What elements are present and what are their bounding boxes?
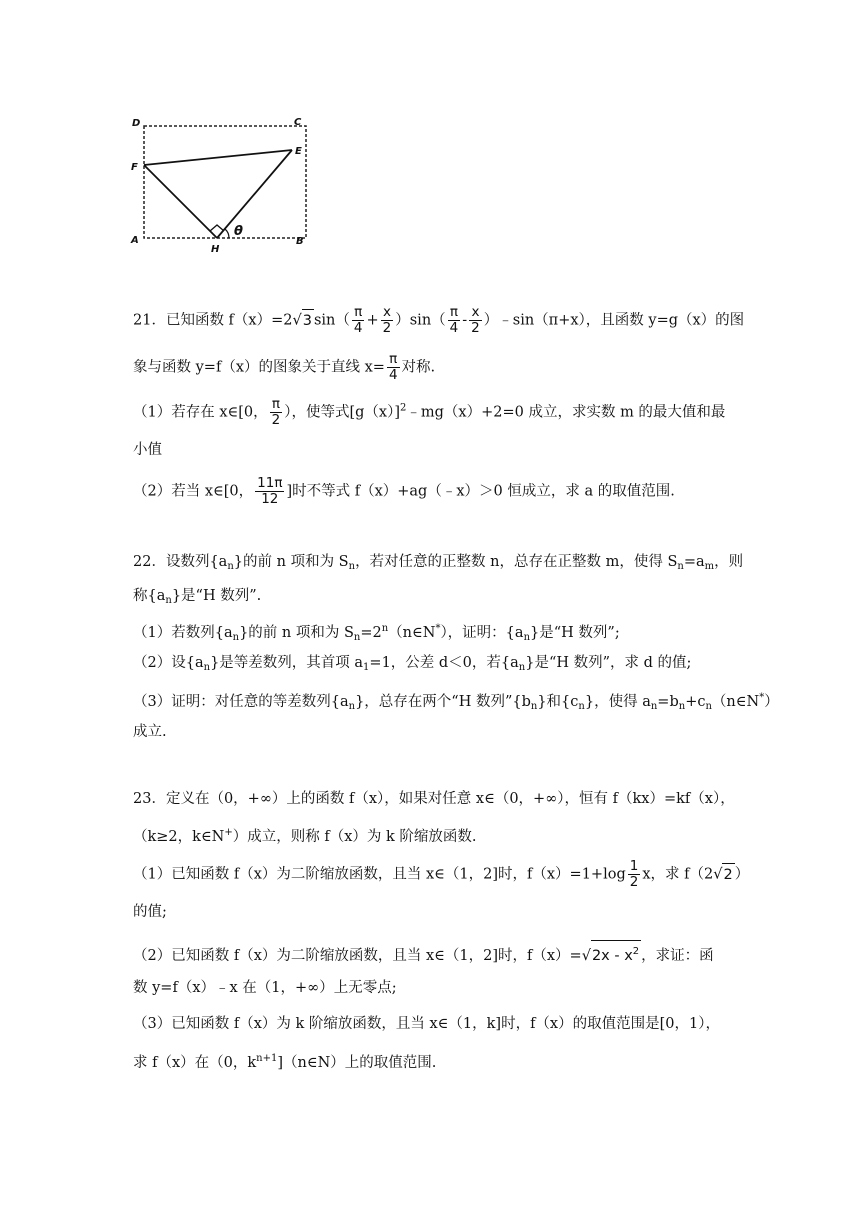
q23-line-1: 23．定义在（0，+∞）上的函数 f（x），如果对任意 x∈（0，+∞），恒有 f（kx）=kf（x），: [133, 791, 735, 807]
q22-line-2: 称$\{a_n\}$是“H 数列”.: [133, 588, 262, 606]
q23-part-3-cont: 求 f（x）在（0，$k^{n+1}](n\in N)$上的取值范围.: [133, 1053, 437, 1071]
q23-part-1: （1）已知函数 f（x）为二阶缩放函数，且当 x∈（1，2]时，f（x）=1+log $\frac{1}{2}$ x，求 f（2√2 ）: [133, 858, 750, 890]
fraction-pi-over-4: $\frac{\pi}{4}$: [449, 304, 459, 336]
q22-line-1: 22．设数列$\{a_n\}$的前 n 项和为 $S_n$，若对任意的正整数 n，总存在正整数 m，使得 $S_n=a_m$，则: [133, 554, 744, 572]
label-d: D: [132, 118, 141, 129]
fraction-pi-over-4: $\frac{\pi}{4}$: [388, 351, 398, 383]
fraction-x-over-2: $\frac{x}{2}$: [382, 304, 392, 336]
segment-fe: [144, 150, 292, 165]
q21-part-1: （1）若存在 x∈[0， $\frac{\pi}{2}$ ），使等式$[g(x)]^2﹣mg(x)+2=0$ 成立，求实数 m 的最大值和最: [133, 396, 726, 428]
fraction-pi-over-4: $\frac{\pi}{4}$: [353, 304, 363, 336]
label-theta: θ: [234, 224, 243, 239]
label-f: F: [131, 162, 138, 173]
rectangle-abcd: [144, 126, 306, 238]
label-a: A: [131, 235, 139, 246]
q21-part-1-cont: 小值: [133, 442, 162, 458]
q21-part-2: （2）若当 x∈[0， $\frac{11\pi}{12}$ ]时不等式 f（x）+ag（﹣x）＞0 恒成立，求 a 的取值范围.: [133, 475, 675, 507]
label-b: B: [296, 236, 304, 247]
segment-he: [217, 150, 292, 238]
q22-part-2: （2）设$\{a_n\}$是等差数列，其首项 $a_1=1$，公差 d＜0，若$\{a_n\}$是“H 数列”，求 d 的值;: [133, 655, 692, 673]
q22-part-3: （3）证明：对任意的等差数列$\{a_n\}$，总存在两个“H 数列$”\{b_n\}$和$\{c_n\}$，使得 $a_n=b_n+c_n(n\in N^*)$: [133, 692, 779, 712]
q21-line-1: 21．已知函数 f（x）=2√3 sin（ $\frac{\pi}{4}$ + $\frac{x}{2}$ ）sin（ $\frac{\pi}{4}$ - $\frac{x}{2}$ ）﹣sin（π+x），且函数 y=g（x）的图: [133, 304, 745, 336]
fraction-pi-over-2: $\frac{\pi}{2}$: [271, 396, 281, 428]
fraction-11pi-over-12: $\frac{11\pi}{12}$: [257, 475, 283, 507]
fraction-1-over-2: $\frac{1}{2}$: [629, 858, 639, 890]
label-e: E: [295, 146, 302, 157]
right-angle-mark: [210, 225, 224, 231]
q23-line-2: （k≥2，k∈N+）成立，则称 f（x）为 k 阶缩放函数.: [133, 827, 477, 845]
segment-fh: [144, 165, 217, 238]
angle-theta-arc: [225, 229, 229, 238]
q23-part-1-cont: 的值;: [133, 904, 167, 920]
label-h: H: [211, 244, 220, 255]
q23-part-2: （2）已知函数 f（x）为二阶缩放函数，且当 x∈（1，2]时，$f(x)=√2x - x^2$ ，求证：函: [133, 940, 714, 967]
geometry-figure: [128, 112, 314, 256]
q22-part-3-cont: 成立.: [133, 724, 167, 740]
label-c: C: [294, 117, 302, 128]
fraction-x-over-2: $\frac{x}{2}$: [471, 304, 480, 336]
q22-part-1: （1）若数列$\{a_n\}$的前 n 项和为 $S_n=2^n(n\in N^*)$，证明：$\{a_n\}$是“H 数列”;: [133, 623, 620, 643]
q21-line-2: 象与函数 y=f（x）的图象关于直线 x= $\frac{\pi}{4}$ 对称.: [133, 351, 436, 383]
q23-part-3: （3）已知函数 f（x）为 k 阶缩放函数，且当 x∈（1，k]时，f（x）的取值范围是[0，1），: [133, 1016, 720, 1032]
q23-part-2-cont: 数 y=f（x）﹣x 在（1，+∞）上无零点;: [133, 980, 397, 996]
